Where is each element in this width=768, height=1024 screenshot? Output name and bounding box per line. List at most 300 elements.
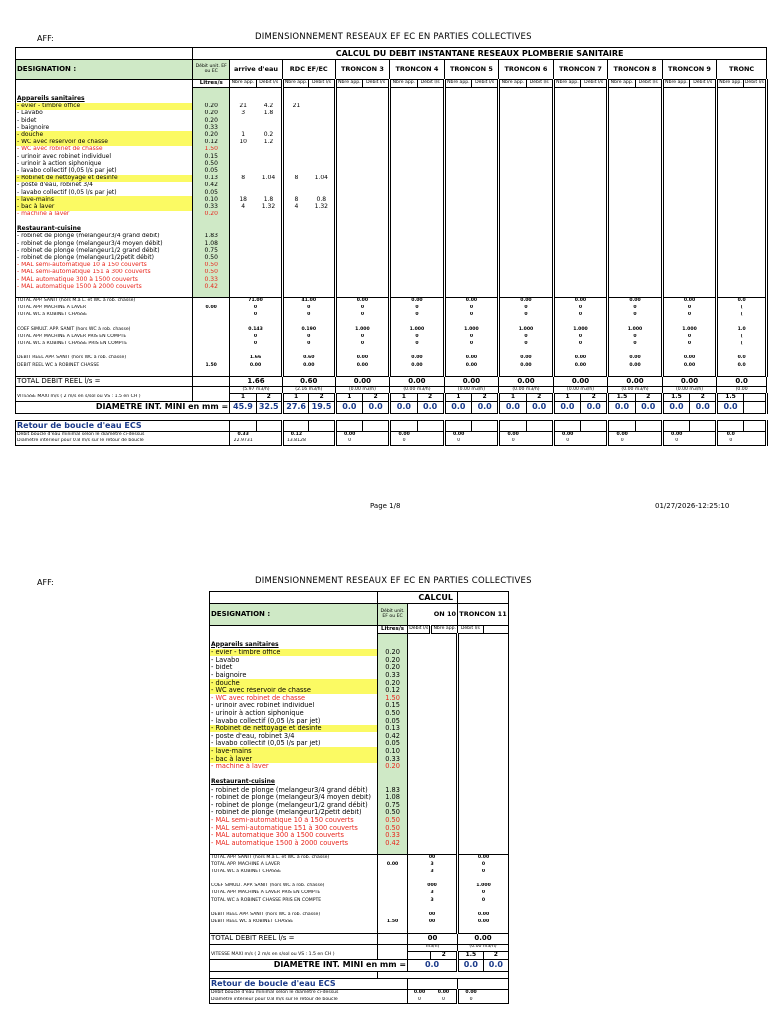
cell (483, 664, 508, 672)
cell (553, 240, 580, 247)
cell (230, 319, 283, 326)
total-value: 0 (458, 890, 509, 897)
cell (408, 926, 458, 933)
debit-cell (472, 146, 499, 153)
debit-cell (417, 203, 444, 210)
debit-cell (690, 103, 717, 110)
cell (417, 240, 444, 247)
debit-cell (472, 211, 499, 218)
item-debit-value: 0.20 (378, 656, 408, 664)
debit-cell (526, 167, 553, 174)
nbre-cell (499, 160, 526, 167)
debit-cell (743, 117, 766, 124)
resto-item-label: - MAL semi-automatique 10 à 150 couverts (210, 817, 378, 825)
nbre-cell (444, 167, 471, 174)
item-debit-value: 0.13 (193, 175, 230, 182)
total-value: 0.00 (444, 298, 499, 305)
cell (431, 778, 458, 786)
total-debit-value: 0.00 (458, 933, 509, 944)
cell (390, 233, 417, 240)
debit-cell (309, 139, 335, 146)
vitesse-value: 1.5 (662, 394, 689, 401)
cell (608, 254, 635, 261)
cell (662, 369, 717, 376)
cell (193, 225, 230, 233)
nbre-cell (282, 117, 309, 124)
item-debit-value: 0.20 (378, 679, 408, 687)
cell (690, 247, 717, 254)
cell (282, 254, 309, 261)
debit-cell (417, 131, 444, 138)
table-row (210, 604, 509, 626)
cell (635, 290, 662, 297)
nbre-cell (717, 110, 744, 117)
cell (431, 702, 458, 710)
item-debit-value: 0.33 (193, 203, 230, 210)
total-value: ( (717, 312, 767, 319)
cell (408, 679, 431, 687)
nbre-cell (444, 124, 471, 131)
cell (309, 283, 335, 290)
table-row (16, 139, 767, 146)
cell (363, 283, 390, 290)
cell (458, 702, 484, 710)
cell (378, 876, 408, 883)
cell (230, 413, 256, 420)
cell (717, 413, 744, 420)
debit-cell (581, 153, 608, 160)
table-row (16, 438, 767, 445)
resto-item-value: 0.33 (378, 832, 408, 840)
nbre-cell (499, 167, 526, 174)
table-row (16, 233, 767, 240)
table-row (210, 794, 509, 802)
total-label: TOTAL APP. MACHINE A LAVER (210, 861, 378, 868)
resto-item-value: 0.50 (193, 254, 230, 261)
nbre-cell (553, 160, 580, 167)
total-value: 0.00 (662, 355, 717, 362)
total-value: 0 (444, 334, 499, 341)
page-2-sheet (209, 591, 509, 1021)
resto-item-label: - MAL semi-automatique 151 à 300 couverts (16, 269, 193, 276)
page-1-sheet (15, 47, 768, 482)
total-value: 0 (335, 341, 390, 348)
cell (690, 254, 717, 261)
table-row (16, 146, 767, 153)
debit-cell (635, 211, 662, 218)
table-row (16, 431, 767, 438)
cell (458, 979, 509, 990)
cell (390, 319, 445, 326)
cell (431, 634, 458, 641)
table-row (210, 869, 509, 876)
debit-header: Débit l/s (472, 80, 499, 88)
debit-cell (743, 153, 766, 160)
cell (230, 283, 256, 290)
cell (210, 847, 378, 854)
item-label: - lave-mains (210, 747, 378, 755)
cell (581, 247, 608, 254)
cell (309, 413, 335, 420)
nbre-cell (662, 175, 689, 182)
cell (608, 233, 635, 240)
resto-item-value: 1.08 (193, 240, 230, 247)
item-label: - evier - timbre office (16, 103, 193, 110)
cell (230, 88, 256, 95)
nbre-cell (390, 131, 417, 138)
total-label: DEBIT REEL WC à ROBINET CHASSE (16, 362, 193, 369)
vitesse-value: 1 (390, 394, 417, 401)
debit-cell (526, 131, 553, 138)
cell (608, 95, 635, 103)
debit-cell (526, 189, 553, 196)
cell (743, 254, 766, 261)
table-row (16, 369, 767, 376)
retour-value: 22.9731 (230, 438, 256, 445)
debit-cell (309, 146, 335, 153)
cell (483, 801, 508, 809)
cell (193, 218, 230, 225)
cell (431, 794, 458, 802)
total-value: 0.00 (335, 362, 390, 369)
cell (417, 218, 444, 225)
nbre-cell (444, 139, 471, 146)
cell (193, 348, 230, 355)
cell (408, 770, 431, 778)
resto-item-value: 1.83 (378, 786, 408, 794)
cell (717, 269, 744, 276)
cell (483, 990, 508, 997)
item-debit-value: 0.20 (193, 110, 230, 117)
cell (472, 254, 499, 261)
total-value: 1.000 (390, 326, 445, 333)
cell (378, 847, 408, 854)
column-header: TRONCON 9 (662, 60, 717, 80)
retour-title: Retour de boucle d'eau ECS (210, 979, 408, 990)
cell (390, 290, 417, 297)
cell (390, 247, 417, 254)
cell (553, 95, 580, 103)
debit-cell (472, 153, 499, 160)
vitesse-value: 2 (483, 951, 508, 959)
nbre-cell (553, 203, 580, 210)
cell (483, 770, 508, 778)
cell (635, 283, 662, 290)
section-title: Appareils sanitaires (16, 95, 193, 103)
cell (230, 290, 256, 297)
debit-cell (743, 160, 766, 167)
total-value: 0 (499, 305, 554, 312)
table-row (16, 355, 767, 362)
table-row (210, 709, 509, 717)
cell (431, 839, 458, 847)
cell (282, 413, 309, 420)
retour-value: 0.00 (458, 990, 484, 997)
cell (458, 694, 484, 702)
total-value: 1.000 (553, 326, 608, 333)
cell (16, 387, 193, 394)
nbre-cell (553, 175, 580, 182)
nbre-cell: 4 (282, 203, 309, 210)
table-row (210, 740, 509, 748)
cell (499, 319, 554, 326)
table-row (16, 413, 767, 420)
nbre-cell (335, 124, 362, 131)
cell (499, 225, 526, 233)
cell (417, 269, 444, 276)
cell (282, 420, 309, 431)
retour-value-b (526, 438, 553, 445)
item-debit-value: 0.13 (378, 725, 408, 733)
total-value: 0 (230, 334, 283, 341)
nbre-cell (717, 196, 744, 203)
cell (210, 634, 378, 641)
flow-m3h: (0.00 m3/h) (390, 387, 445, 394)
cell (553, 319, 608, 326)
total-first-value: 0.00 (378, 861, 408, 868)
total-value: 0 (282, 312, 335, 319)
cell (431, 747, 458, 755)
debit-cell (526, 124, 553, 131)
cell (690, 240, 717, 247)
cell (526, 240, 553, 247)
cell (608, 369, 663, 376)
cell (483, 725, 508, 733)
cell (483, 740, 508, 748)
cell (690, 413, 717, 420)
debit-cell (472, 175, 499, 182)
cell (717, 233, 744, 240)
cell (458, 778, 484, 786)
cell (193, 95, 230, 103)
cell (431, 847, 458, 854)
cell (458, 794, 484, 802)
nbre-cell (608, 124, 635, 131)
retour-value: 0 (553, 438, 580, 445)
total-first-value (193, 312, 230, 319)
cell (608, 218, 635, 225)
debit-cell (417, 117, 444, 124)
total-first-value: 1.50 (378, 919, 408, 926)
nbre-cell (608, 175, 635, 182)
nbre-cell (390, 196, 417, 203)
debit-cell (309, 124, 335, 131)
diametre-value (743, 401, 766, 413)
total-debit-value: 1.66 (230, 377, 283, 387)
debit-cell (635, 175, 662, 182)
cell (608, 269, 635, 276)
retour-line2: Diamètre intérieur pour 0.8 m/s sur le retour de boucle (210, 997, 408, 1004)
cell (282, 319, 335, 326)
cell (256, 233, 282, 240)
cell (499, 95, 526, 103)
total-label: TOTAL WC à ROBINET CHASSE PRIS EN COMPTE (16, 341, 193, 348)
flow-m3h: (0.00 m3/h) (444, 387, 499, 394)
cell (483, 702, 508, 710)
nbre-cell (499, 146, 526, 153)
item-label: - WC avec réservoir de chasse (16, 139, 193, 146)
debit-cell (363, 167, 390, 174)
cell (526, 290, 553, 297)
total-value: 0.00 (458, 919, 509, 926)
cell (717, 283, 744, 290)
nbre-cell (717, 131, 744, 138)
cell (581, 218, 608, 225)
cell (230, 369, 283, 376)
cell (431, 770, 458, 778)
cell (256, 95, 282, 103)
table-row (16, 80, 767, 88)
debit-cell (635, 110, 662, 117)
diametre-label: DIAMETRE INT. MINI en mm = (16, 401, 230, 413)
retour-value: 0 (458, 997, 484, 1004)
table-row (210, 770, 509, 778)
diametre-value: 0.0 (390, 401, 417, 413)
nbre-cell (390, 167, 417, 174)
cell (431, 824, 458, 832)
table-row (16, 117, 767, 124)
debit-cell: 4.2 (256, 103, 282, 110)
cell (662, 420, 689, 431)
cell (408, 794, 431, 802)
item-debit-value: 0.10 (378, 747, 408, 755)
item-label: - bidet (210, 664, 378, 672)
table-row (16, 175, 767, 182)
vitesse-value (743, 394, 766, 401)
debit-cell (417, 175, 444, 182)
resto-item-label: - robinet de plonge (melangeur1/2 grand débit) (210, 801, 378, 809)
cell (309, 276, 335, 283)
item-debit-value: 0.05 (378, 740, 408, 748)
total-value: 0.00 (662, 298, 717, 305)
debit-cell (690, 167, 717, 174)
cell (553, 369, 608, 376)
debit-cell (581, 160, 608, 167)
item-label: - WC avec réservoir de chasse (210, 687, 378, 695)
cell (458, 832, 484, 840)
debit-cell (743, 124, 766, 131)
debit-unit-header: Débit unit. EF ou EC (378, 604, 408, 626)
cell (553, 290, 580, 297)
document-title: DIMENSIONNEMENT RESEAUX EF EC EN PARTIES COLLECTIVES (255, 32, 532, 42)
cell (378, 634, 408, 641)
debit-header: Débit l/s (417, 80, 444, 88)
cell (282, 88, 309, 95)
debit-cell (690, 153, 717, 160)
nbre-cell (553, 182, 580, 189)
debit-cell (256, 182, 282, 189)
cell (256, 254, 282, 261)
cell (608, 283, 635, 290)
cell (483, 626, 508, 634)
cell (408, 656, 431, 664)
cell (608, 225, 635, 233)
cell (581, 225, 608, 233)
nbre-cell (335, 103, 362, 110)
item-label: - bac à laver (16, 203, 193, 210)
cell (743, 262, 766, 269)
cell (743, 420, 766, 431)
nbre-cell (282, 160, 309, 167)
retour-value: 0.00 (444, 431, 471, 438)
total-value: 0 (662, 305, 717, 312)
debit-cell (256, 189, 282, 196)
total-first-value (193, 326, 230, 333)
flow-m3h: (0.00 m3/h) (458, 944, 509, 951)
retour-value: 0.00 (608, 431, 635, 438)
debit-unit-header: Débit unit. EF ou EC (193, 60, 230, 80)
cell (743, 276, 766, 283)
item-debit-value: 0.20 (193, 211, 230, 218)
nbre-cell (390, 203, 417, 210)
cell (581, 283, 608, 290)
cell (472, 240, 499, 247)
debit-cell (309, 182, 335, 189)
cell (282, 283, 309, 290)
table-row (210, 649, 509, 657)
cell (390, 276, 417, 283)
cell (193, 377, 230, 387)
nbre-cell (717, 203, 744, 210)
item-debit-value: 0.05 (193, 167, 230, 174)
cell (483, 847, 508, 854)
table-row (16, 298, 767, 305)
cell (408, 702, 431, 710)
cell (335, 413, 362, 420)
nbre-cell (499, 124, 526, 131)
nbre-cell (230, 146, 256, 153)
nbre-cell (662, 124, 689, 131)
debit-cell (363, 124, 390, 131)
nbre-cell (282, 131, 309, 138)
nbre-cell (662, 211, 689, 218)
table-row (210, 912, 509, 919)
total-first-value (193, 355, 230, 362)
cell (444, 290, 471, 297)
table-row (210, 897, 509, 904)
nbre-cell (444, 160, 471, 167)
table-row (16, 225, 767, 233)
nbre-cell (282, 167, 309, 174)
total-value: 0.00 (499, 355, 554, 362)
nbre-cell (335, 110, 362, 117)
table-row (210, 971, 509, 978)
cell (431, 755, 458, 763)
table-row (16, 167, 767, 174)
total-value: 0 (499, 341, 554, 348)
cell (635, 88, 662, 95)
cell (526, 283, 553, 290)
debit-cell (363, 160, 390, 167)
total-value: 0.00 (499, 298, 554, 305)
total-value: 0 (390, 334, 445, 341)
retour-value: 0 (717, 438, 744, 445)
cell (16, 88, 193, 95)
table-row (16, 153, 767, 160)
table-row (210, 679, 509, 687)
cell (335, 95, 362, 103)
cell (408, 971, 431, 978)
cell (553, 420, 580, 431)
cell (662, 240, 689, 247)
debit-cell (417, 167, 444, 174)
total-value: 41.00 (282, 298, 335, 305)
table-row (210, 854, 509, 861)
cell (335, 283, 362, 290)
table-row (210, 763, 509, 771)
cell (309, 240, 335, 247)
debit-cell (581, 196, 608, 203)
